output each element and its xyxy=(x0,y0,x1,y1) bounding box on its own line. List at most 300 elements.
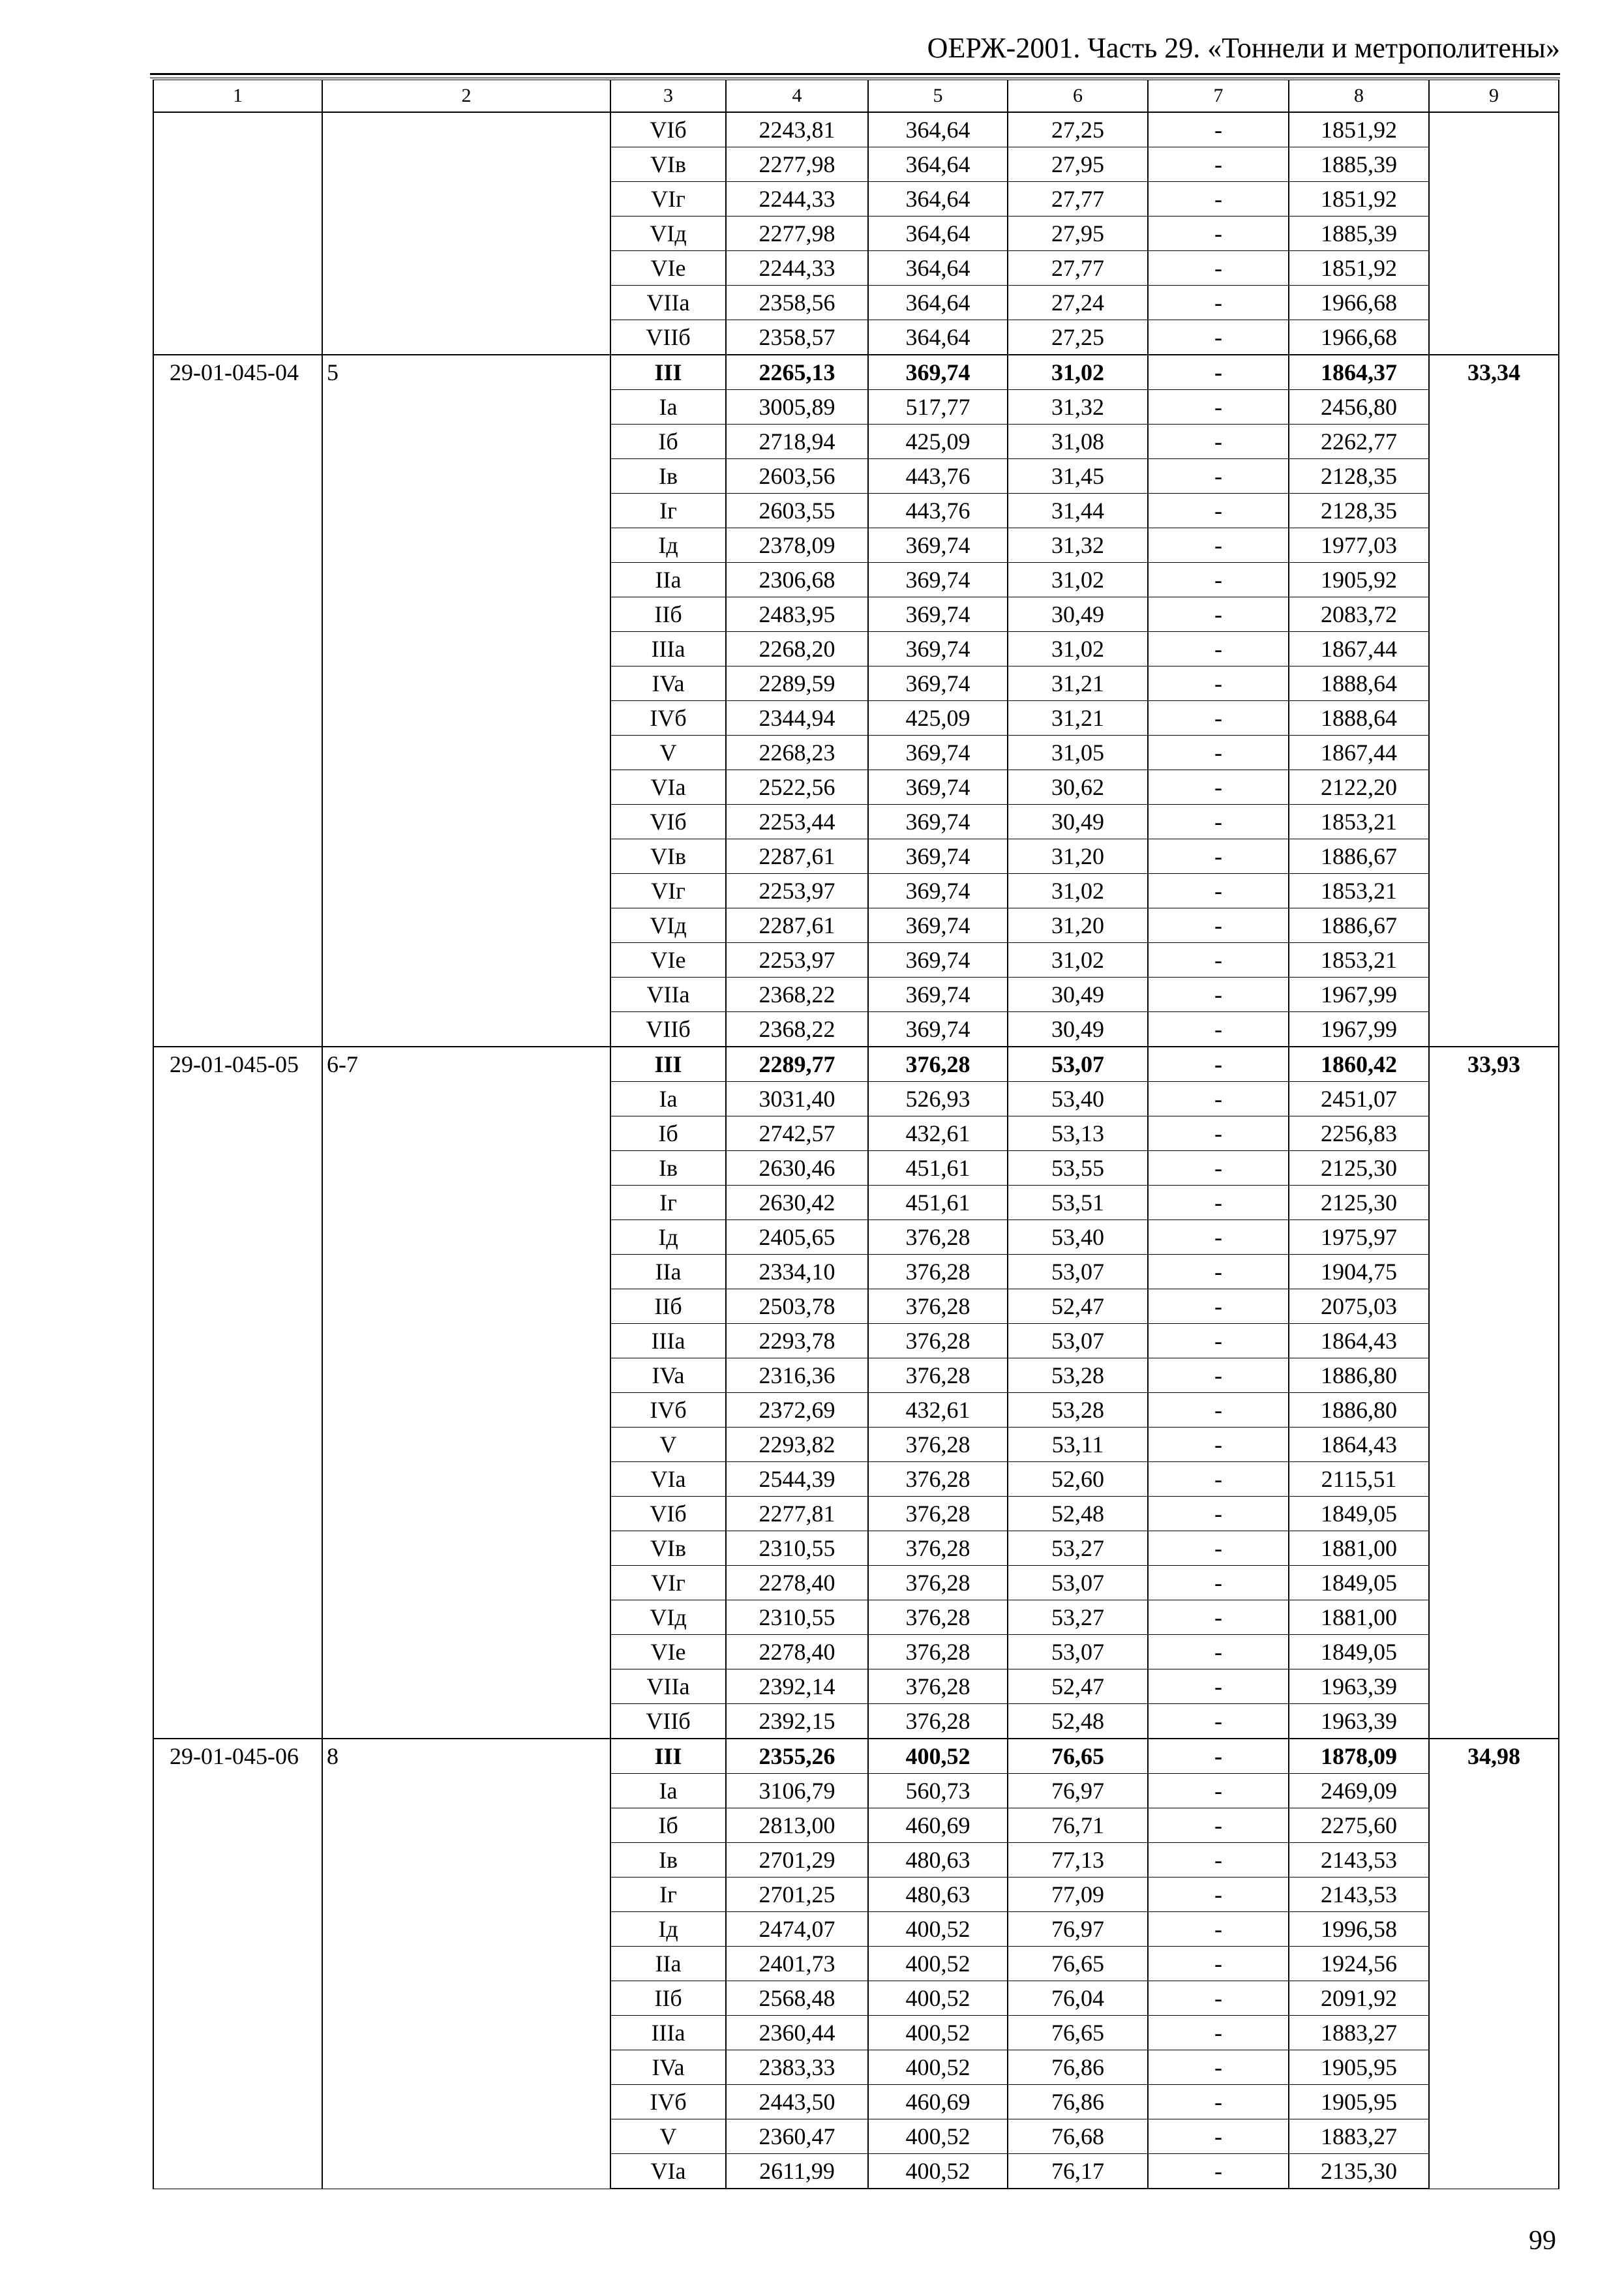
zone-cell: Iб xyxy=(610,1808,726,1843)
machine-cost-cell: 53,40 xyxy=(1008,1082,1148,1116)
materials-cell: 1886,80 xyxy=(1289,1358,1429,1393)
materials-cell: 2091,92 xyxy=(1289,1981,1429,2016)
wages-cell: 451,61 xyxy=(868,1186,1008,1220)
wages-cell: 376,28 xyxy=(868,1324,1008,1358)
materials-cell: 1851,92 xyxy=(1289,112,1429,147)
zone-cell: Iг xyxy=(610,1878,726,1912)
machinist-wages-cell: - xyxy=(1148,112,1289,147)
materials-cell: 1885,39 xyxy=(1289,147,1429,182)
machine-cost-cell: 76,04 xyxy=(1008,1981,1148,2016)
total-cost-cell: 2522,56 xyxy=(726,770,868,805)
total-cost-cell: 2277,98 xyxy=(726,217,868,251)
zone-cell: Iв xyxy=(610,459,726,494)
zone-cell: VIд xyxy=(610,908,726,943)
wages-cell: 369,74 xyxy=(868,1012,1008,1047)
wages-cell: 376,28 xyxy=(868,1220,1008,1255)
zone-cell: VIб xyxy=(610,805,726,839)
machinist-wages-cell: - xyxy=(1148,1428,1289,1462)
column-header: 3 xyxy=(610,80,726,113)
wages-cell: 376,28 xyxy=(868,1635,1008,1669)
materials-cell: 2469,09 xyxy=(1289,1774,1429,1808)
machine-cost-cell: 31,02 xyxy=(1008,355,1148,390)
zone-cell: VIa xyxy=(610,1462,726,1497)
materials-cell: 2275,60 xyxy=(1289,1808,1429,1843)
wages-cell: 432,61 xyxy=(868,1116,1008,1151)
total-cost-cell: 2611,99 xyxy=(726,2154,868,2189)
total-cost-cell: 2358,57 xyxy=(726,320,868,355)
total-cost-cell: 2293,78 xyxy=(726,1324,868,1358)
machine-cost-cell: 31,20 xyxy=(1008,839,1148,874)
machinist-wages-cell: - xyxy=(1148,1047,1289,1082)
zone-cell: VIe xyxy=(610,251,726,286)
machine-cost-cell: 53,11 xyxy=(1008,1428,1148,1462)
machinist-wages-cell: - xyxy=(1148,459,1289,494)
zone-cell: VIIa xyxy=(610,978,726,1012)
total-cost-cell: 2268,23 xyxy=(726,736,868,770)
zone-cell: Iд xyxy=(610,528,726,563)
rates-table xyxy=(153,80,1559,2189)
materials-cell: 1924,56 xyxy=(1289,1947,1429,1981)
labor-cost-cell: 33,93 xyxy=(1429,1047,1559,1739)
machinist-wages-cell: - xyxy=(1148,1082,1289,1116)
materials-cell: 1849,05 xyxy=(1289,1497,1429,1531)
wages-cell: 364,64 xyxy=(868,251,1008,286)
materials-cell: 1886,80 xyxy=(1289,1393,1429,1428)
machinist-wages-cell: - xyxy=(1148,286,1289,320)
machine-cost-cell: 77,13 xyxy=(1008,1843,1148,1878)
machinist-wages-cell: - xyxy=(1148,1358,1289,1393)
total-cost-cell: 2405,65 xyxy=(726,1220,868,1255)
wages-cell: 369,74 xyxy=(868,978,1008,1012)
materials-cell: 1886,67 xyxy=(1289,839,1429,874)
rate-code: 29-01-045-04 xyxy=(153,355,322,1047)
zone-cell: V xyxy=(610,2119,726,2154)
wages-cell: 400,52 xyxy=(868,2050,1008,2085)
machinist-wages-cell: - xyxy=(1148,1497,1289,1531)
materials-cell: 1888,64 xyxy=(1289,701,1429,736)
wages-cell: 369,74 xyxy=(868,943,1008,978)
total-cost-cell: 2701,25 xyxy=(726,1878,868,1912)
zone-cell: VIд xyxy=(610,1600,726,1635)
machine-cost-cell: 76,86 xyxy=(1008,2050,1148,2085)
machinist-wages-cell: - xyxy=(1148,425,1289,459)
zone-cell: VIг xyxy=(610,1566,726,1600)
machine-cost-cell: 31,44 xyxy=(1008,494,1148,528)
materials-cell: 2115,51 xyxy=(1289,1462,1429,1497)
machine-cost-cell: 27,25 xyxy=(1008,112,1148,147)
wages-cell: 376,28 xyxy=(868,1047,1008,1082)
machine-cost-cell: 31,20 xyxy=(1008,908,1148,943)
total-cost-cell: 2287,61 xyxy=(726,839,868,874)
total-cost-cell: 2603,55 xyxy=(726,494,868,528)
wages-cell: 376,28 xyxy=(868,1428,1008,1462)
machinist-wages-cell: - xyxy=(1148,632,1289,666)
machine-cost-cell: 53,07 xyxy=(1008,1566,1148,1600)
total-cost-cell: 2813,00 xyxy=(726,1808,868,1843)
wages-cell: 376,28 xyxy=(868,1255,1008,1289)
machine-cost-cell: 53,28 xyxy=(1008,1358,1148,1393)
machine-cost-cell: 76,65 xyxy=(1008,1739,1148,1774)
materials-cell: 1867,44 xyxy=(1289,632,1429,666)
wages-cell: 369,74 xyxy=(868,908,1008,943)
zone-cell: VIe xyxy=(610,943,726,978)
total-cost-cell: 3106,79 xyxy=(726,1774,868,1808)
total-cost-cell: 2287,61 xyxy=(726,908,868,943)
materials-cell: 2125,30 xyxy=(1289,1186,1429,1220)
materials-cell: 1967,99 xyxy=(1289,978,1429,1012)
machinist-wages-cell: - xyxy=(1148,1531,1289,1566)
total-cost-cell: 2368,22 xyxy=(726,1012,868,1047)
zone-cell: III xyxy=(610,1739,726,1774)
machine-cost-cell: 52,48 xyxy=(1008,1704,1148,1739)
wages-cell: 364,64 xyxy=(868,320,1008,355)
zone-cell: VIe xyxy=(610,1635,726,1669)
zone-cell: Iг xyxy=(610,494,726,528)
rate-code: 29-01-045-06 xyxy=(153,1739,322,2189)
wages-cell: 369,74 xyxy=(868,632,1008,666)
column-header: 4 xyxy=(726,80,868,113)
machine-cost-cell: 77,09 xyxy=(1008,1878,1148,1912)
machine-cost-cell: 31,02 xyxy=(1008,632,1148,666)
zone-cell: Iв xyxy=(610,1151,726,1186)
machinist-wages-cell: - xyxy=(1148,943,1289,978)
wages-cell: 369,74 xyxy=(868,805,1008,839)
machinist-wages-cell: - xyxy=(1148,2050,1289,2085)
materials-cell: 2135,30 xyxy=(1289,2154,1429,2189)
total-cost-cell: 2483,95 xyxy=(726,597,868,632)
zone-cell: IVa xyxy=(610,2050,726,2085)
wages-cell: 376,28 xyxy=(868,1497,1008,1531)
machine-cost-cell: 53,07 xyxy=(1008,1324,1148,1358)
machinist-wages-cell: - xyxy=(1148,251,1289,286)
zone-cell: VIг xyxy=(610,874,726,908)
machine-cost-cell: 76,17 xyxy=(1008,2154,1148,2189)
materials-cell: 1905,95 xyxy=(1289,2050,1429,2085)
rate-parameter: 8 xyxy=(322,1739,610,2189)
machinist-wages-cell: - xyxy=(1148,2119,1289,2154)
zone-cell: IIIa xyxy=(610,632,726,666)
machine-cost-cell: 53,51 xyxy=(1008,1186,1148,1220)
header-rule-thick xyxy=(150,73,1560,75)
machine-cost-cell: 53,27 xyxy=(1008,1531,1148,1566)
machine-cost-cell: 31,32 xyxy=(1008,390,1148,425)
machine-cost-cell: 30,49 xyxy=(1008,597,1148,632)
wages-cell: 400,52 xyxy=(868,1947,1008,1981)
total-cost-cell: 2392,15 xyxy=(726,1704,868,1739)
machinist-wages-cell: - xyxy=(1148,770,1289,805)
total-cost-cell: 2630,46 xyxy=(726,1151,868,1186)
wages-cell: 369,74 xyxy=(868,666,1008,701)
machinist-wages-cell: - xyxy=(1148,1600,1289,1635)
materials-cell: 1886,67 xyxy=(1289,908,1429,943)
total-cost-cell: 2742,57 xyxy=(726,1116,868,1151)
total-cost-cell: 2278,40 xyxy=(726,1635,868,1669)
machinist-wages-cell: - xyxy=(1148,1151,1289,1186)
machine-cost-cell: 31,02 xyxy=(1008,563,1148,597)
column-header: 2 xyxy=(322,80,610,113)
machinist-wages-cell: - xyxy=(1148,147,1289,182)
wages-cell: 400,52 xyxy=(868,2154,1008,2189)
total-cost-cell: 2355,26 xyxy=(726,1739,868,1774)
machinist-wages-cell: - xyxy=(1148,217,1289,251)
machine-cost-cell: 31,08 xyxy=(1008,425,1148,459)
total-cost-cell: 2630,42 xyxy=(726,1186,868,1220)
total-cost-cell: 2443,50 xyxy=(726,2085,868,2119)
machinist-wages-cell: - xyxy=(1148,1393,1289,1428)
zone-cell: III xyxy=(610,1047,726,1082)
machinist-wages-cell: - xyxy=(1148,1669,1289,1704)
machinist-wages-cell: - xyxy=(1148,2085,1289,2119)
total-cost-cell: 2265,13 xyxy=(726,355,868,390)
machine-cost-cell: 53,40 xyxy=(1008,1220,1148,1255)
wages-cell: 369,74 xyxy=(868,874,1008,908)
zone-cell: VIв xyxy=(610,147,726,182)
wages-cell: 376,28 xyxy=(868,1531,1008,1566)
materials-cell: 2256,83 xyxy=(1289,1116,1429,1151)
wages-cell: 364,64 xyxy=(868,217,1008,251)
machine-cost-cell: 31,32 xyxy=(1008,528,1148,563)
machine-cost-cell: 76,68 xyxy=(1008,2119,1148,2154)
machine-cost-cell: 53,07 xyxy=(1008,1255,1148,1289)
page-number: 99 xyxy=(1529,2226,1556,2256)
machine-cost-cell: 27,77 xyxy=(1008,251,1148,286)
column-header-row xyxy=(153,80,1559,113)
machine-cost-cell: 53,27 xyxy=(1008,1600,1148,1635)
labor-cost-cell: 33,34 xyxy=(1429,355,1559,1047)
total-cost-cell: 2392,14 xyxy=(726,1669,868,1704)
materials-cell: 1963,39 xyxy=(1289,1704,1429,1739)
total-cost-cell: 2503,78 xyxy=(726,1289,868,1324)
wages-cell: 425,09 xyxy=(868,425,1008,459)
machinist-wages-cell: - xyxy=(1148,1116,1289,1151)
zone-cell: VIa xyxy=(610,770,726,805)
materials-cell: 1864,43 xyxy=(1289,1428,1429,1462)
machinist-wages-cell: - xyxy=(1148,1220,1289,1255)
table-row xyxy=(153,1739,1559,1774)
machine-cost-cell: 76,71 xyxy=(1008,1808,1148,1843)
materials-cell: 1967,99 xyxy=(1289,1012,1429,1047)
wages-cell: 400,52 xyxy=(868,1739,1008,1774)
machinist-wages-cell: - xyxy=(1148,1012,1289,1047)
zone-cell: VIв xyxy=(610,839,726,874)
total-cost-cell: 2253,97 xyxy=(726,874,868,908)
materials-cell: 2083,72 xyxy=(1289,597,1429,632)
machine-cost-cell: 53,55 xyxy=(1008,1151,1148,1186)
materials-cell: 1849,05 xyxy=(1289,1635,1429,1669)
wages-cell: 443,76 xyxy=(868,459,1008,494)
wages-cell: 526,93 xyxy=(868,1082,1008,1116)
machinist-wages-cell: - xyxy=(1148,1774,1289,1808)
machine-cost-cell: 52,47 xyxy=(1008,1289,1148,1324)
rates-table-body xyxy=(153,80,1559,2189)
machinist-wages-cell: - xyxy=(1148,182,1289,217)
wages-cell: 369,74 xyxy=(868,355,1008,390)
zone-cell: III xyxy=(610,355,726,390)
materials-cell: 1883,27 xyxy=(1289,2119,1429,2154)
materials-cell: 1963,39 xyxy=(1289,1669,1429,1704)
machinist-wages-cell: - xyxy=(1148,1635,1289,1669)
machinist-wages-cell: - xyxy=(1148,736,1289,770)
total-cost-cell: 2701,29 xyxy=(726,1843,868,1878)
zone-cell: VIIб xyxy=(610,1704,726,1739)
machine-cost-cell: 27,95 xyxy=(1008,147,1148,182)
machinist-wages-cell: - xyxy=(1148,494,1289,528)
zone-cell: Iв xyxy=(610,1843,726,1878)
wages-cell: 443,76 xyxy=(868,494,1008,528)
total-cost-cell: 2253,44 xyxy=(726,805,868,839)
total-cost-cell: 2718,94 xyxy=(726,425,868,459)
machinist-wages-cell: - xyxy=(1148,390,1289,425)
machine-cost-cell: 53,28 xyxy=(1008,1393,1148,1428)
zone-cell: Iг xyxy=(610,1186,726,1220)
rate-parameter xyxy=(322,112,610,355)
machine-cost-cell: 52,60 xyxy=(1008,1462,1148,1497)
total-cost-cell: 2277,98 xyxy=(726,147,868,182)
machine-cost-cell: 52,47 xyxy=(1008,1669,1148,1704)
wages-cell: 376,28 xyxy=(868,1600,1008,1635)
wages-cell: 369,74 xyxy=(868,597,1008,632)
wages-cell: 425,09 xyxy=(868,701,1008,736)
materials-cell: 2128,35 xyxy=(1289,459,1429,494)
zone-cell: VIa xyxy=(610,2154,726,2189)
machinist-wages-cell: - xyxy=(1148,1739,1289,1774)
machinist-wages-cell: - xyxy=(1148,563,1289,597)
wages-cell: 369,74 xyxy=(868,736,1008,770)
machinist-wages-cell: - xyxy=(1148,1981,1289,2016)
zone-cell: VIв xyxy=(610,1531,726,1566)
zone-cell: IVa xyxy=(610,666,726,701)
zone-cell: Iд xyxy=(610,1912,726,1947)
materials-cell: 2143,53 xyxy=(1289,1843,1429,1878)
wages-cell: 451,61 xyxy=(868,1151,1008,1186)
materials-cell: 1864,43 xyxy=(1289,1324,1429,1358)
materials-cell: 1881,00 xyxy=(1289,1531,1429,1566)
machinist-wages-cell: - xyxy=(1148,1843,1289,1878)
materials-cell: 1905,92 xyxy=(1289,563,1429,597)
rate-parameter: 6-7 xyxy=(322,1047,610,1739)
total-cost-cell: 3005,89 xyxy=(726,390,868,425)
labor-cost-cell xyxy=(1429,112,1559,355)
materials-cell: 1878,09 xyxy=(1289,1739,1429,1774)
zone-cell: VIб xyxy=(610,112,726,147)
wages-cell: 480,63 xyxy=(868,1878,1008,1912)
total-cost-cell: 2243,81 xyxy=(726,112,868,147)
table-row xyxy=(153,1047,1559,1082)
column-header: 7 xyxy=(1148,80,1289,113)
wages-cell: 364,64 xyxy=(868,147,1008,182)
machinist-wages-cell: - xyxy=(1148,874,1289,908)
machine-cost-cell: 31,21 xyxy=(1008,701,1148,736)
wages-cell: 376,28 xyxy=(868,1669,1008,1704)
machinist-wages-cell: - xyxy=(1148,1912,1289,1947)
machinist-wages-cell: - xyxy=(1148,1324,1289,1358)
machinist-wages-cell: - xyxy=(1148,355,1289,390)
machinist-wages-cell: - xyxy=(1148,701,1289,736)
machinist-wages-cell: - xyxy=(1148,2016,1289,2050)
page-header-title: ОЕРЖ-2001. Часть 29. «Тоннели и метрополитены» xyxy=(927,32,1560,64)
zone-cell: IVб xyxy=(610,1393,726,1428)
total-cost-cell: 2306,68 xyxy=(726,563,868,597)
column-header: 6 xyxy=(1008,80,1148,113)
wages-cell: 460,69 xyxy=(868,1808,1008,1843)
machinist-wages-cell: - xyxy=(1148,1186,1289,1220)
total-cost-cell: 2383,33 xyxy=(726,2050,868,2085)
wages-cell: 517,77 xyxy=(868,390,1008,425)
materials-cell: 1853,21 xyxy=(1289,943,1429,978)
materials-cell: 1885,39 xyxy=(1289,217,1429,251)
zone-cell: VIIa xyxy=(610,1669,726,1704)
materials-cell: 1864,37 xyxy=(1289,355,1429,390)
table-row xyxy=(153,355,1559,390)
total-cost-cell: 2310,55 xyxy=(726,1531,868,1566)
materials-cell: 2262,77 xyxy=(1289,425,1429,459)
zone-cell: IIб xyxy=(610,1289,726,1324)
total-cost-cell: 2474,07 xyxy=(726,1912,868,1947)
materials-cell: 1867,44 xyxy=(1289,736,1429,770)
wages-cell: 480,63 xyxy=(868,1843,1008,1878)
materials-cell: 1849,05 xyxy=(1289,1566,1429,1600)
zone-cell: IVa xyxy=(610,1358,726,1393)
zone-cell: VIIб xyxy=(610,320,726,355)
machine-cost-cell: 30,49 xyxy=(1008,978,1148,1012)
wages-cell: 376,28 xyxy=(868,1462,1008,1497)
zone-cell: VIг xyxy=(610,182,726,217)
wages-cell: 364,64 xyxy=(868,286,1008,320)
wages-cell: 376,28 xyxy=(868,1566,1008,1600)
total-cost-cell: 2544,39 xyxy=(726,1462,868,1497)
machinist-wages-cell: - xyxy=(1148,978,1289,1012)
materials-cell: 2125,30 xyxy=(1289,1151,1429,1186)
wages-cell: 376,28 xyxy=(868,1289,1008,1324)
materials-cell: 2143,53 xyxy=(1289,1878,1429,1912)
zone-cell: IIIa xyxy=(610,1324,726,1358)
machinist-wages-cell: - xyxy=(1148,320,1289,355)
total-cost-cell: 2603,56 xyxy=(726,459,868,494)
wages-cell: 400,52 xyxy=(868,2119,1008,2154)
machinist-wages-cell: - xyxy=(1148,1704,1289,1739)
machine-cost-cell: 53,07 xyxy=(1008,1047,1148,1082)
zone-cell: VIIa xyxy=(610,286,726,320)
materials-cell: 1883,27 xyxy=(1289,2016,1429,2050)
wages-cell: 560,73 xyxy=(868,1774,1008,1808)
wages-cell: 369,74 xyxy=(868,528,1008,563)
materials-cell: 1996,58 xyxy=(1289,1912,1429,1947)
materials-cell: 1905,95 xyxy=(1289,2085,1429,2119)
total-cost-cell: 2244,33 xyxy=(726,182,868,217)
total-cost-cell: 2268,20 xyxy=(726,632,868,666)
wages-cell: 400,52 xyxy=(868,2016,1008,2050)
zone-cell: IIб xyxy=(610,597,726,632)
materials-cell: 1904,75 xyxy=(1289,1255,1429,1289)
machinist-wages-cell: - xyxy=(1148,908,1289,943)
machinist-wages-cell: - xyxy=(1148,1808,1289,1843)
machinist-wages-cell: - xyxy=(1148,597,1289,632)
wages-cell: 400,52 xyxy=(868,1912,1008,1947)
machine-cost-cell: 53,07 xyxy=(1008,1635,1148,1669)
machinist-wages-cell: - xyxy=(1148,805,1289,839)
machine-cost-cell: 30,62 xyxy=(1008,770,1148,805)
wages-cell: 400,52 xyxy=(868,1981,1008,2016)
materials-cell: 2122,20 xyxy=(1289,770,1429,805)
total-cost-cell: 2289,77 xyxy=(726,1047,868,1082)
total-cost-cell: 2568,48 xyxy=(726,1981,868,2016)
total-cost-cell: 2344,94 xyxy=(726,701,868,736)
total-cost-cell: 2372,69 xyxy=(726,1393,868,1428)
machinist-wages-cell: - xyxy=(1148,2154,1289,2189)
wages-cell: 364,64 xyxy=(868,112,1008,147)
materials-cell: 1881,00 xyxy=(1289,1600,1429,1635)
column-header: 1 xyxy=(153,80,322,113)
